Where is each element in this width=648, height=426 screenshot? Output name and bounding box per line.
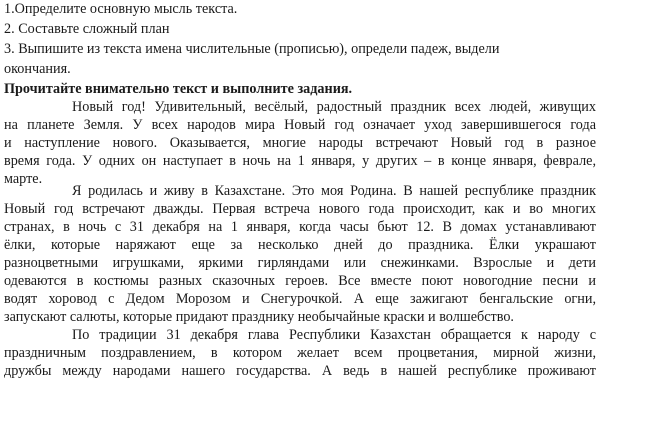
paragraph-1-line: марте. (4, 171, 43, 187)
paragraph-2-line: ёлки, которые наряжают еще за несколько дней до праздника. Ёлки украшают (4, 237, 596, 253)
task-3: 3. Выпишите из текста имена числительные (прописью), определи падеж, выдели (4, 41, 500, 57)
paragraph-3-line: По традиции 31 декабря глава Республики Казахстан обращается к народу с (72, 327, 596, 343)
paragraph-2-line: разноцветными игрушками, яркими гирляндами или снежинками. Взрослые и дети (4, 255, 596, 271)
paragraph-2-line: Я родилась и живу в Казахстане. Это моя Родина. В нашей республике праздник (72, 183, 596, 199)
paragraph-2-line: одеваются в костюмы разных сказочных героев. Все вместе поют новогодние песни и (4, 273, 596, 289)
paragraph-2-line: Новый год встречают дважды. Первая встреча нового года происходит, как и во многих (4, 201, 596, 217)
paragraph-3-line: дружбы между народами нашего государства. А ведь в нашей республике проживают (4, 363, 596, 379)
paragraph-1-line: Новый год! Удивительный, весёлый, радостный праздник всех людей, живущих (72, 99, 596, 115)
task-1: 1.Определите основную мысль текста. (4, 1, 238, 17)
task-3-continuation: окончания. (4, 61, 71, 77)
paragraph-2-line: запускают салюты, которые придают празднику необычайные краски и волшебство. (4, 309, 514, 325)
paragraph-1-line: на планете Земля. У всех народов мира Новый год означает уход завершившегося года (4, 117, 596, 133)
paragraph-1-line: время года. У одних он наступает в ночь на 1 января, у других – в конце января, феврале, (4, 153, 596, 169)
paragraph-3-line: праздничным поздравлением, в котором желает всем процветания, мирной жизни, (4, 345, 596, 361)
paragraph-2-line: водят хоровод с Дедом Морозом и Снегурочкой. А еще зажигают бенгальские огни, (4, 291, 596, 307)
instruction-heading: Прочитайте внимательно текст и выполните задания. (4, 81, 353, 97)
paragraph-1-line: и наступление нового. Оказывается, многие народы встречают Новый год в разное (4, 135, 596, 151)
task-2: 2. Составьте сложный план (4, 21, 170, 37)
paragraph-2-line: странах, в ночь с 31 декабря на 1 января, когда часы бьют 12. В домах устанавливают (4, 219, 596, 235)
